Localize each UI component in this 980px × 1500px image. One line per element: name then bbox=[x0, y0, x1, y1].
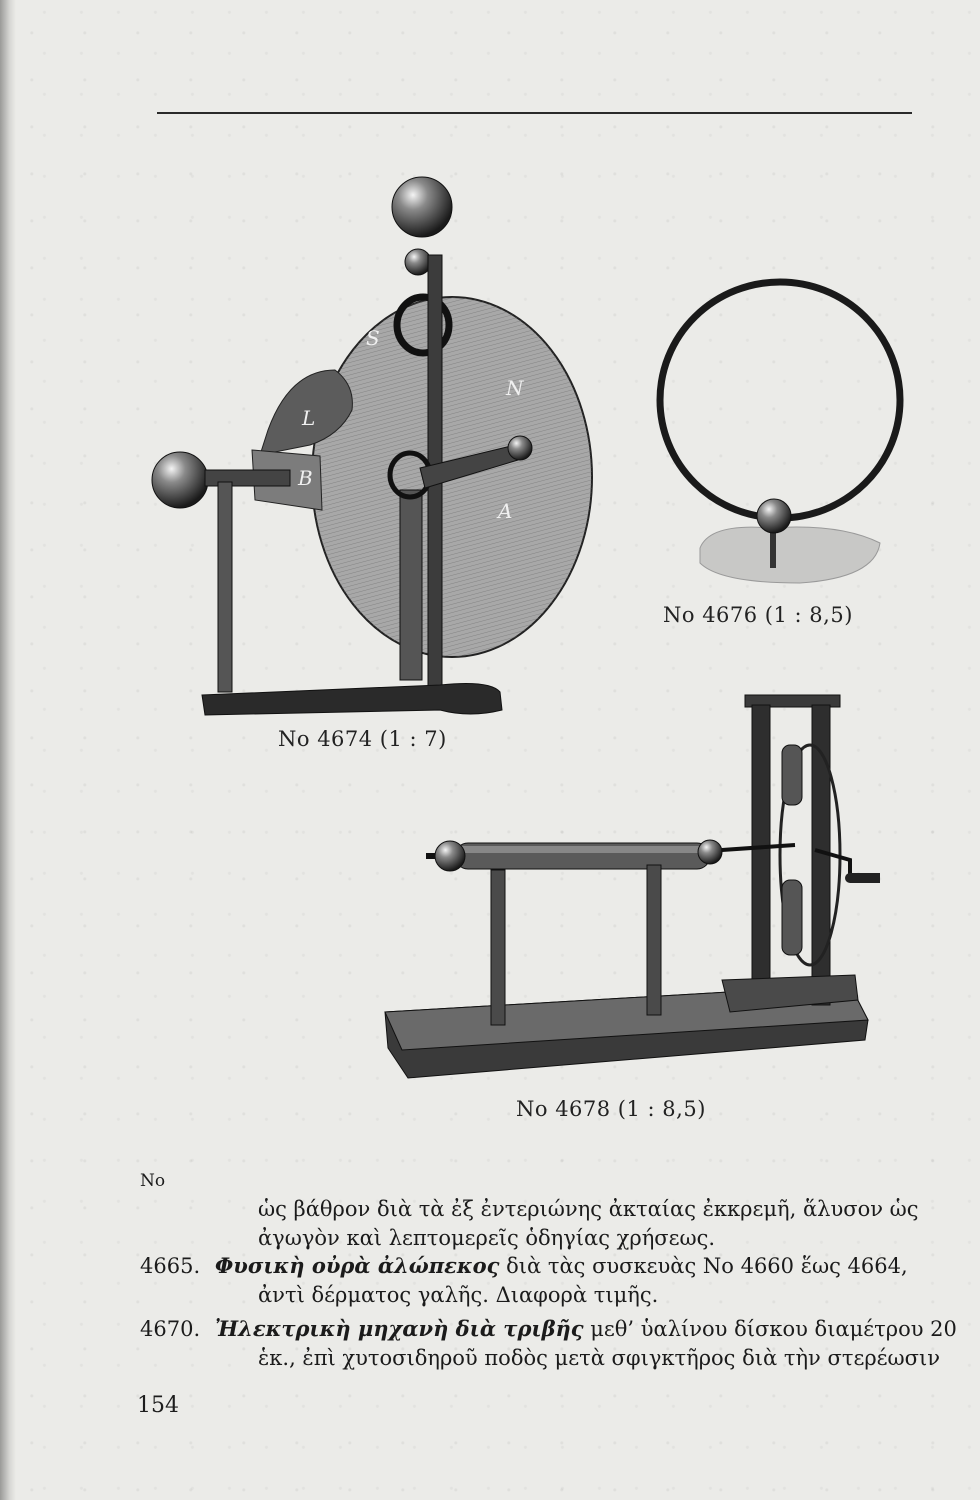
page-number: 154 bbox=[137, 1393, 179, 1418]
caption-4678: No 4678 (1 : 8,5) bbox=[516, 1097, 706, 1121]
letter-s: S bbox=[366, 326, 380, 350]
item-4665-description: διὰ τὰς συσκευὰς No 4660 ἕως 4664, bbox=[506, 1254, 908, 1278]
item-4670-line-1 bbox=[215, 1314, 957, 1344]
caption-4676: No 4676 (1 : 8,5) bbox=[663, 603, 853, 627]
item-4665-line-1 bbox=[215, 1251, 908, 1281]
figure-4678-machine bbox=[350, 690, 880, 1085]
letter-n: N bbox=[506, 376, 524, 400]
page-edge-shadow bbox=[0, 0, 16, 1500]
figure-4676-hoop bbox=[650, 278, 910, 598]
text-line-1: ὡς βάθρον διὰ τὰ ἐξ ἐντεριώνης ἀκταίας ἐκκρεμῆ, ἅλυσον ὡς bbox=[258, 1197, 919, 1221]
item-number-4665: 4665. bbox=[140, 1254, 201, 1278]
item-number-4670: 4670. bbox=[140, 1317, 201, 1341]
no-column-label: No bbox=[140, 1171, 166, 1191]
figure-4674-disc-machine bbox=[140, 170, 610, 725]
letter-a: A bbox=[498, 499, 513, 523]
item-4665-line-2: ἀντὶ δέρματος γαλῆς. Διαφορὰ τιμῆς. bbox=[258, 1283, 659, 1307]
item-4670-description: μεθ’ ὑαλίνου δίσκου διαμέτρου 20 bbox=[590, 1317, 957, 1341]
item-4670-line-2: ἑκ., ἐπὶ χυτοσιδηροῦ ποδὸς μετὰ σφιγκτῆρος διὰ τὴν στερέωσιν bbox=[258, 1346, 941, 1370]
item-4665-title: Φυσικὴ οὐρὰ ἀλώπεκος bbox=[215, 1253, 500, 1278]
letter-l: L bbox=[302, 406, 316, 430]
caption-4674: No 4674 (1 : 7) bbox=[278, 727, 447, 751]
text-line-2: ἀγωγὸν καὶ λεπτομερεῖς ὁδηγίας χρήσεως. bbox=[258, 1226, 716, 1250]
header-rule bbox=[157, 112, 912, 114]
item-4670-title: Ἠλεκτρικὴ μηχανὴ διὰ τριβῆς bbox=[215, 1316, 584, 1341]
letter-b: B bbox=[298, 466, 313, 490]
